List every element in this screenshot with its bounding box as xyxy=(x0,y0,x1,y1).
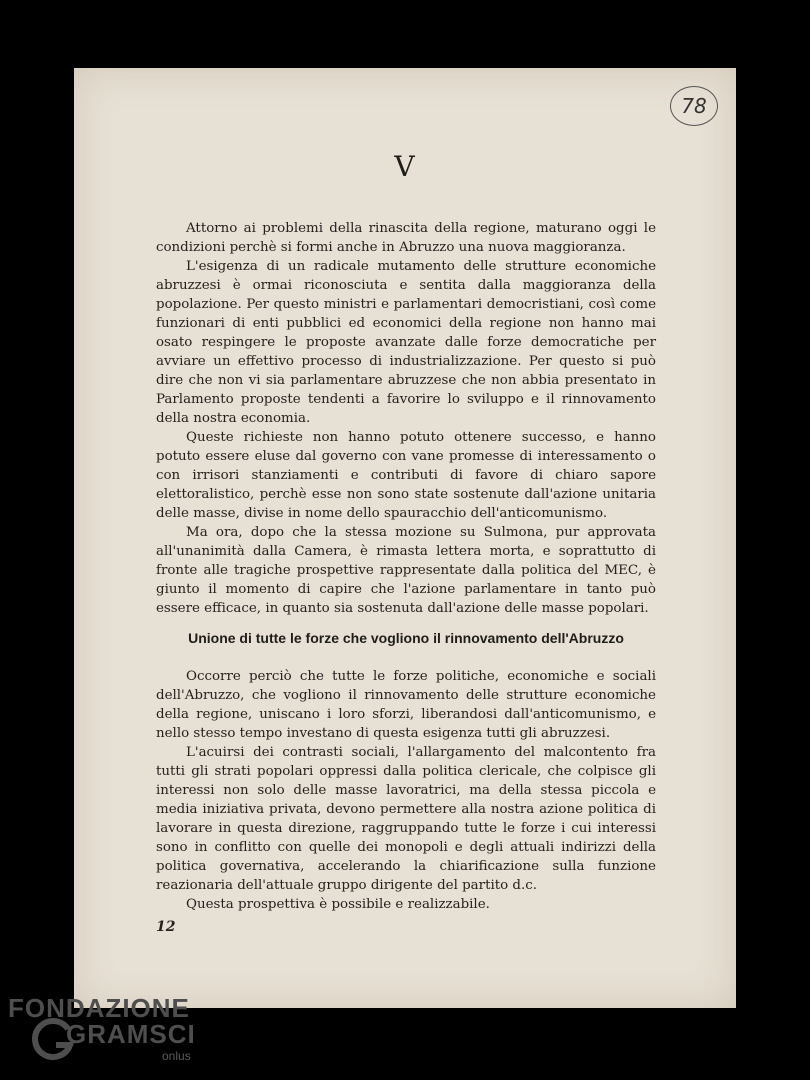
paragraph: Attorno ai problemi della rinascita della regione, maturano oggi le condizioni perchè si formi anche in Abruzzo una nuova maggioranza. xyxy=(156,221,656,255)
archive-number-annotation: 78 xyxy=(670,86,718,126)
page-number: 12 xyxy=(156,919,176,935)
section1-body xyxy=(156,219,656,618)
section-heading: Unione di tutte le forze che vogliono il rinnovamento dell'Abruzzo xyxy=(188,630,624,646)
watermark-line3: onlus xyxy=(162,1049,191,1063)
paragraph: L'acuirsi dei contrasti sociali, l'allargamento del malcontento fra tutti gli strati popolari oppressi dalla politica clericale, che colpisce gli interessi non solo delle masse lavoratrici, ma della stessa piccola e media iniziativa privata, devono permettere alla nostra azione politica di lavorare in questa direzione, raggruppando tutte le forze i cui interessi sono in conflitto con quelle dei monopoli e degli attuali indirizzi della politica governativa, accelerando la chiarificazione sulla funzione reazionaria dell'attuale gruppo dirigente del partito d.c. xyxy=(156,745,656,893)
paragraph: Ma ora, dopo che la stessa mozione su Sulmona, pur approvata all'unanimità dalla Camera, è rimasta lettera morta, e soprattutto di fronte alle tragiche prospettive rappresentate dalla politica del MEC, è giunto il momento di capire che l'azione parlamentare in tanto può essere efficace, in quanto sia sostenuta dall'azione delle masse popolari. xyxy=(156,525,656,616)
section2-body xyxy=(156,667,656,914)
watermark-line1: FONDAZIONE xyxy=(8,993,190,1023)
paragraph: Queste richieste non hanno potuto ottenere successo, e hanno potuto essere eluse dal governo con vane promesse di interessamento o con irrisori stanziamenti e contributi di favore di chiaro sapore elettoralistico, perchè esse non sono state sostenute dall'azione unitaria delle masse, divise in nome dello spauracchio dell'anticomunismo. xyxy=(156,430,656,521)
watermark-line2: GRAMSCI xyxy=(66,1019,196,1049)
paragraph: Occorre perciò che tutte le forze politiche, economiche e sociali dell'Abruzzo, che vogliono il rinnovamento delle strutture economiche della regione, uniscano i loro sforzi, liberandosi dall'anticomunismo, e nello stesso tempo investano di questa esigenza tutti gli abruzzesi. xyxy=(156,669,656,741)
watermark-logo xyxy=(0,993,200,1080)
paragraph: L'esigenza di un radicale mutamento delle strutture economiche abruzzesi è ormai riconosciuta e sentita dalla maggioranza della popolazione. Per questo ministri e parlamentari democristiani, così come funzionari di enti pubblici ed economici della regione non hanno mai osato respingere le proposte avanzate dalle forze democratiche per avviare un effettivo processo di industrializzazione. Per questo si può dire che non vi sia parlamentare abruzzese che non abbia presentato in Parlamento proposte tendenti a favorire lo sviluppo e il rinnovamento della nostra economia. xyxy=(156,259,656,426)
chapter-title: V xyxy=(394,150,416,183)
paragraph: Questa prospettiva è possibile e realizzabile. xyxy=(186,897,490,912)
